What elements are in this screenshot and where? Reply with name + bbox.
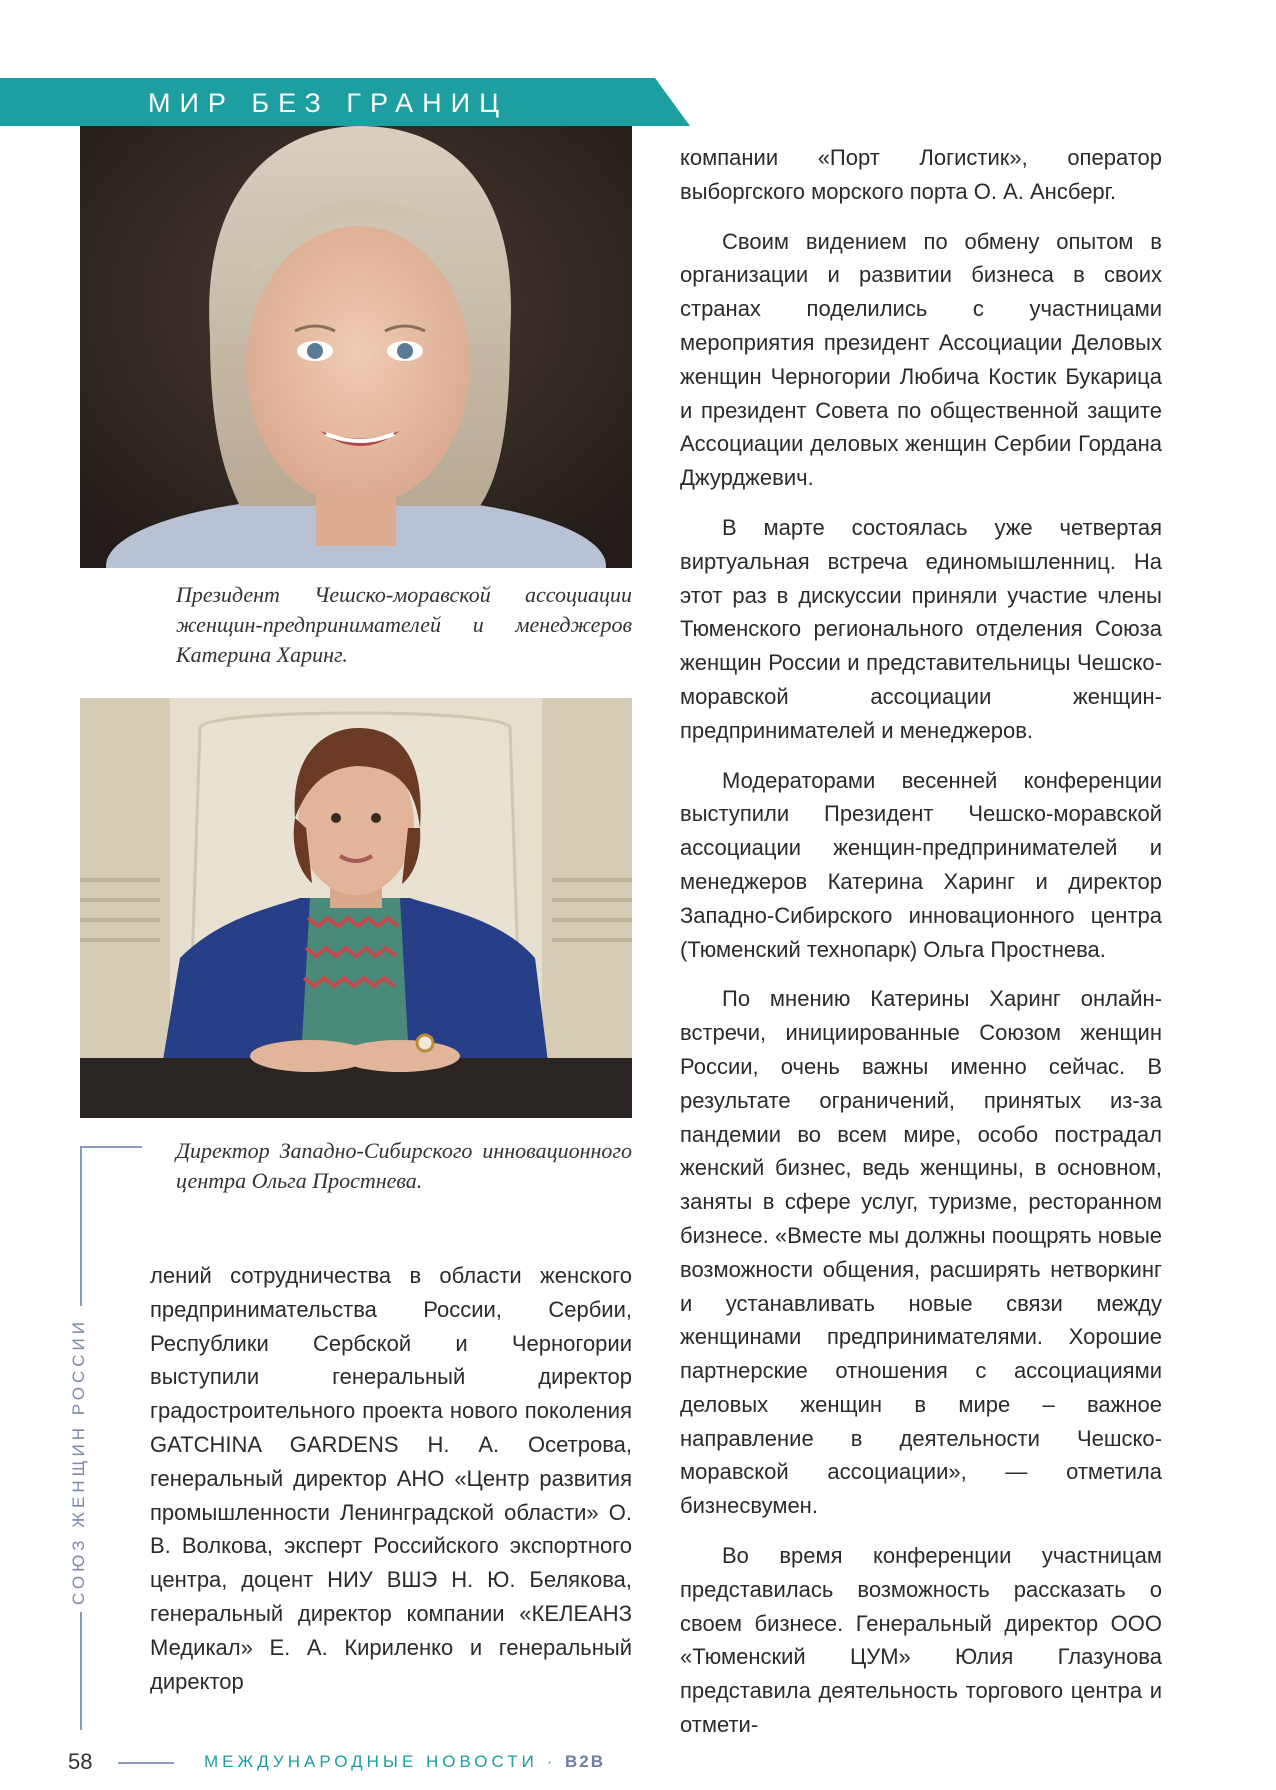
footer-publication-name: МЕЖДУНАРОДНЫЕ НОВОСТИ: [204, 1752, 538, 1771]
portrait-illustration-1: [80, 126, 632, 568]
left-paragraph-1: лений сотрудничества в области женского предпринимательства России, Сербии, Республики Сербской и Черногории выступили генеральный директор градостроительного проекта нового поколения GATCHINA GARDENS Н. А. Осетрова, генеральный директор АНО «Центр развития промышленности Ленинградской области» О. В. Волкова, эксперт Российского экспортного центра, доцент НИУ ВШЭ Н. Ю. Белякова, генеральный директор компании «КЕЛЕАНЗ Медикал» Е. А. Кириленко и генеральный директор: [150, 1263, 632, 1694]
portrait-photo-2: [80, 698, 632, 1118]
footer-rule: [118, 1762, 174, 1764]
right-paragraph-5: По мнению Катерины Харинг онлайн-встречи, инициированные Союзом женщин России, очень важны именно сейчас. В результате ограничений, принятых из-за пандемии во всем мире, особо пострадал женский бизнес, ведь женщины, в основном, заняты в сфере услуг, туризме, ресторанном бизнесе. «Вместе мы должны поощрять новые возможности общения, расширять нетворкинг и устанавливать новые связи между женщинами предпринимателями. Хорошие партнерские отношения с ассоциациями деловых женщин в мире – важное направление в деятельности Чешско-моравской ассоциации», — отметила бизнесвумен.: [680, 986, 1162, 1519]
right-paragraph-6: Во время конференции участницам представилась возможность рассказать о своем бизнесе. Генеральный директор ООО «Тюменский ЦУМ» Юлия Глазунова представила деятельность торгового центра и отмети-: [680, 1543, 1162, 1738]
section-title: МИР БЕЗ ГРАНИЦ: [148, 88, 509, 118]
footer-b2b: B2B: [565, 1752, 606, 1771]
footer-separator: ·: [546, 1752, 557, 1771]
portrait-photo-1: [80, 126, 632, 568]
photo-caption-2: Директор Западно-Сибирского инновационного центра Ольга Простнева.: [176, 1138, 632, 1193]
side-rule-tick: [80, 1146, 142, 1148]
right-column: [680, 141, 1162, 1742]
right-paragraph-3: В марте состоялась уже четвертая виртуальная встреча единомышленниц. На этот раз в дискуссии приняли участие члены Тюменского регионального отделения Союза женщин России и представительницы Чешско-моравской ассоциации женщин-предпринимателей и менеджеров.: [680, 514, 1162, 743]
left-column: [150, 1259, 632, 1698]
side-rule-top: [80, 1146, 82, 1306]
photo-caption-1: Президент Чешско-моравской ассоциации женщин-предпринимателей и менеджеров Катерина Харинг.: [176, 582, 632, 667]
right-paragraph-4: Модераторами весенней конференции выступили Президент Чешско-моравской ассоциации женщин-предпринимателей и менеджеров Катерина Харинг и директор Западно-Сибирского инновационного центра (Тюменский технопарк) Ольга Простнева.: [680, 767, 1162, 962]
right-paragraph-1: компании «Порт Логистик», оператор выборгского морского порта О. А. Ансберг.: [680, 145, 1162, 204]
footer-publication: [204, 1747, 605, 1777]
side-label: СОЮЗ ЖЕНЩИН РОССИИ: [69, 1318, 88, 1605]
page-number: 58: [68, 1749, 93, 1774]
side-rule-bottom: [80, 1612, 82, 1730]
right-paragraph-2: Своим видением по обмену опытом в организации и развитии бизнеса в своих странах поделились с участницами мероприятия президент Ассоциации Деловых женщин Черногории Любича Костик Букарица и президент Совета по общественной защите Ассоциации деловых женщин Сербии Гордана Джурджевич.: [680, 228, 1162, 491]
portrait-illustration-2: [80, 698, 632, 1118]
